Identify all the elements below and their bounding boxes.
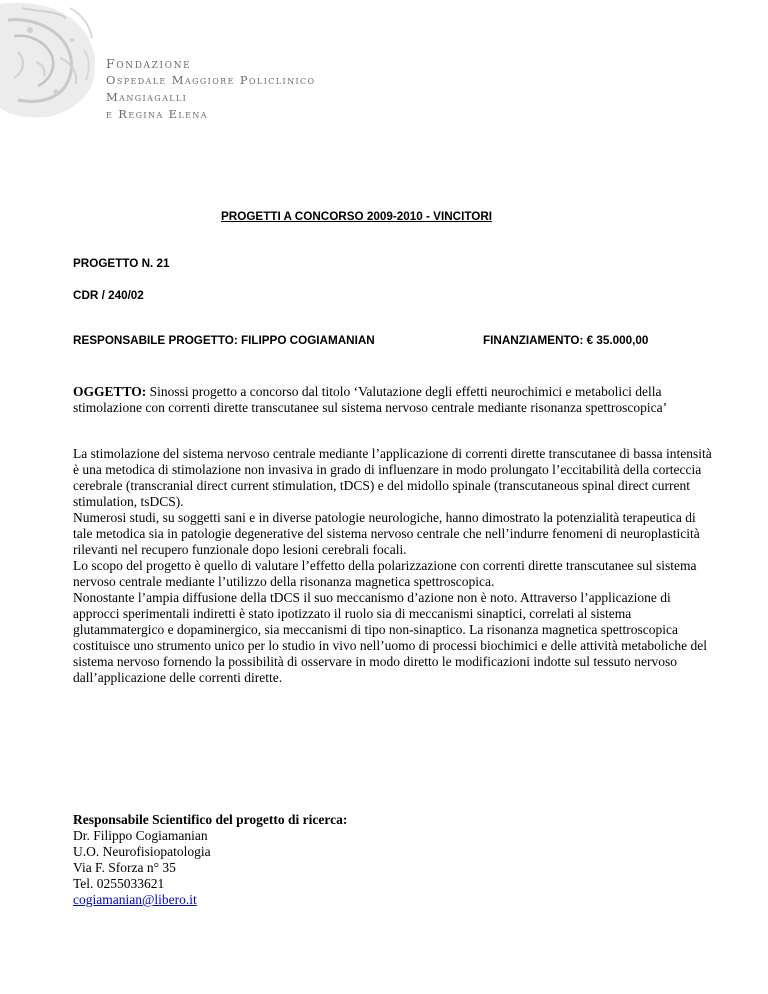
- logo-line: e Regina Elena: [106, 107, 208, 121]
- subject-text: Sinossi progetto a concorso dal titolo ‘Valutazione degli effetti neurochimici e metabolici della stimolazione con correnti dirette transcutanee sul sistema nervoso centrale mediante risonanza spettroscopica’: [73, 384, 668, 415]
- contact-email-link[interactable]: cogiamanian@libero.it: [73, 892, 197, 907]
- description-paragraph: Lo scopo del progetto è quello di valutare l’effetto della polarizzazione con correnti dirette transcutanee sul sistema nervoso centrale mediante l’utilizzo della risonanza magnetica spettroscopica.: [73, 558, 697, 589]
- contact-address: Via F. Sforza n° 35: [73, 860, 176, 875]
- contact-name: Dr. Filippo Cogiamanian: [73, 828, 208, 843]
- contact-unit: U.O. Neurofisiopatologia: [73, 844, 211, 859]
- project-number: PROGETTO N. 21: [73, 257, 170, 270]
- subject-paragraph: [73, 384, 713, 416]
- description-paragraph: Nonostante l’ampia diffusione della tDCS il suo meccanismo d’azione non è noto. Attraverso l’applicazione di approcci sperimentali indiretti è stato ipotizzato il ruolo sia di meccanismi sinaptici, correlati al sistema glutammatergico e dopaminergico, sia meccanismi di tipo non-sinaptico. La risonanza magnetica spettroscopica costituisce uno strumento unico per lo studio in vivo nell’uomo di processi biochimici e delle attività metaboliche del sistema nervoso fornendo la possibilità di osservare in modo diretto le modificazioni indotte sul tessuto nervoso dall’applicazione delle correnti dirette.: [73, 590, 707, 685]
- document-title: PROGETTI A CONCORSO 2009-2010 - VINCITORI: [221, 210, 493, 223]
- logo-line: Mangiagalli: [106, 90, 188, 104]
- contact-phone: Tel. 0255033621: [73, 876, 165, 891]
- contact-block: [73, 812, 347, 908]
- project-responsible: RESPONSABILE PROGETTO: FILIPPO COGIAMANIAN: [73, 334, 375, 347]
- foundation-name-logo: [106, 58, 316, 126]
- description-paragraph: La stimolazione del sistema nervoso centrale mediante l’applicazione di correnti dirette transcutanee di bassa intensità è una metodica di stimolazione non invasiva in grado di influenzare in modo prolungato l’eccitabilità della corteccia cerebrale (transcranial direct current stimulation, tDCS) e del midollo spinale (transcutaneous spinal direct current stimulation, tsDCS).: [73, 446, 712, 509]
- contact-heading: Responsabile Scientifico del progetto di ricerca:: [73, 812, 348, 827]
- project-description: [73, 446, 713, 686]
- description-paragraph: Numerosi studi, su soggetti sani e in diverse patologie neurologiche, hanno dimostrato la potenzialità terapeutica di tale metodica sia in patologie degenerative del sistema nervoso centrale che nell’indurre fenomeni di neuroplasticità rilevanti nel recupero funzionale dopo lesioni cerebrali focali.: [73, 510, 700, 557]
- project-funding: FINANZIAMENTO: € 35.000,00: [483, 334, 649, 347]
- logo-line: Ospedale Maggiore Policlinico: [106, 73, 316, 87]
- logo-line: Fondazione: [106, 56, 192, 71]
- subject-label: OGGETTO:: [73, 384, 147, 399]
- cdr-code: CDR / 240/02: [73, 289, 144, 302]
- foundation-seal-logo: [0, 0, 110, 120]
